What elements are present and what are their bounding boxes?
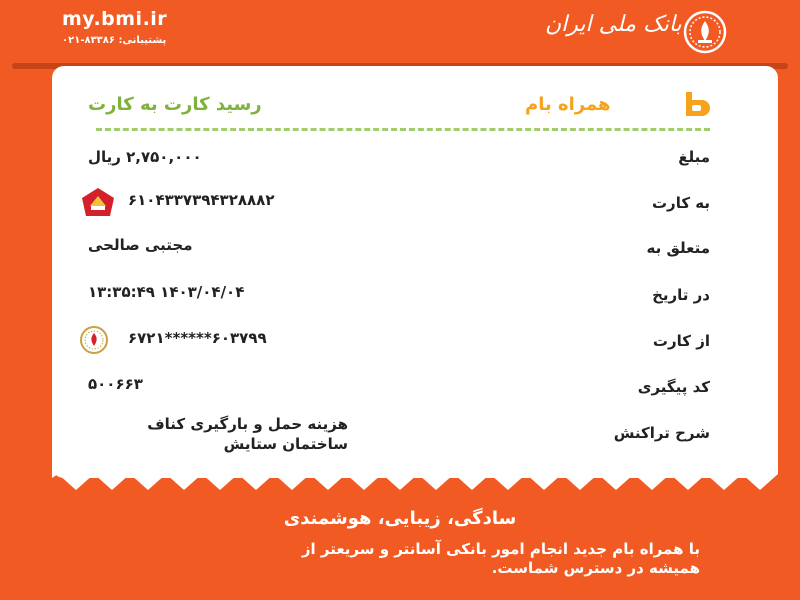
owner-value: مجتبی صالحی [88, 236, 193, 254]
bank-melli-logo-icon [80, 326, 108, 354]
app-name: همراه بام [525, 94, 611, 115]
amount-label: مبلغ [678, 148, 710, 166]
to-card-value: ۶۱۰۴۳۳۷۳۹۴۳۲۸۸۸۲ [128, 191, 275, 209]
promo-line-2: همیشه در دسترس شماست. [491, 559, 700, 577]
slogan: سادگی، زیبایی، هوشمندی [283, 508, 517, 529]
from-card-value: ۶۰۳۷۹۹******۶۷۲۱ [128, 329, 267, 347]
bank-name: بانک ملی ایران [545, 12, 682, 37]
site-url[interactable]: my.bmi.ir [62, 8, 168, 30]
bank-mellat-logo-icon [80, 186, 116, 220]
receipt-title: رسید کارت به کارت [88, 94, 262, 115]
amount-value: ۲,۷۵۰,۰۰۰ ریال [88, 148, 202, 166]
top-bar [0, 0, 800, 62]
description-line-1: هزینه حمل و بارگیری کناف [147, 415, 348, 433]
description-line-2: ساختمان ستایش [223, 435, 348, 453]
from-card-label: از کارت [652, 332, 710, 350]
promo-text [100, 540, 700, 578]
receipt-edge [52, 462, 778, 492]
bank-melli-emblem-icon [683, 10, 727, 54]
support-phone: پشتیبانی: ۸۳۳۸۶-۰۲۱ [62, 35, 167, 46]
bam-logo-icon [682, 90, 712, 120]
promo-line-1: با همراه بام جدید انجام امور بانکی آسانتر و سریعتر از [301, 540, 700, 558]
description-value [88, 414, 348, 454]
owner-label: متعلق به [646, 239, 710, 257]
date-label: در تاریخ [652, 286, 710, 304]
divider [96, 128, 710, 131]
tracking-code-value: ۵۰۰۶۶۳ [88, 375, 143, 393]
date-value: ۱۴۰۳/۰۴/۰۴ ۱۳:۳۵:۴۹ [88, 283, 245, 301]
tracking-code-label: کد پیگیری [637, 378, 710, 396]
to-card-label: به کارت [651, 194, 710, 212]
description-label: شرح تراکنش [613, 424, 710, 442]
